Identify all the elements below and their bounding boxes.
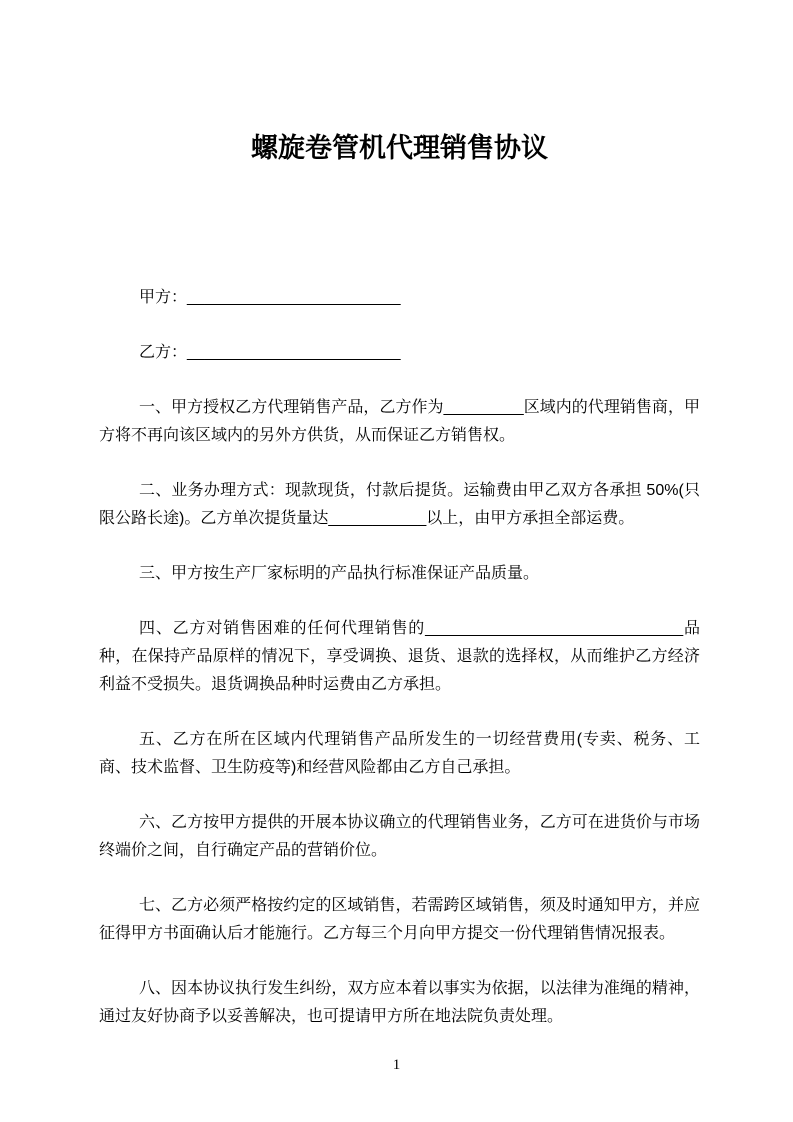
party-b-line (99, 339, 700, 367)
party-a-line (99, 284, 700, 312)
clause-4: 四、乙方对销售困难的任何代理销售的_____________________________品种，在保持产品原样的情况下，享受调换、退货、退款的选择权，从而维护乙方经济利益不受损失。退货调换品种时运费由乙方承担。 (99, 620, 700, 693)
party-b-label: 乙方： (139, 344, 188, 361)
clause-2: 二、业务办理方式：现款现货，付款后提货。运输费由甲乙双方各承担 50%(只限公路长途)。乙方单次提货量达___________以上，由甲方承担全部运费。 (99, 482, 700, 527)
clause-8: 八、因本协议执行发生纠纷，双方应本着以事实为依据，以法律为准绳的精神，通过友好协商予以妥善解决，也可提请甲方所在地法院负责处理。 (99, 980, 700, 1025)
party-b-blank-line: ________________________ (187, 344, 401, 361)
page-number: 1 (392, 1057, 401, 1073)
document-title: 螺旋卷管机代理销售协议 (251, 133, 548, 163)
clause-7: 七、乙方必须严格按约定的区域销售，若需跨区域销售，须及时通知甲方，并应征得甲方书面确认后才能施行。乙方每三个月向甲方提交一份代理销售情况报表。 (99, 897, 700, 942)
party-a-blank-line: ________________________ (187, 289, 401, 306)
clause-6: 六、乙方按甲方提供的开展本协议确立的代理销售业务，乙方可在进货价与市场终端价之间，自行确定产品的营销价位。 (99, 814, 700, 859)
clause-1: 一、甲方授权乙方代理销售产品，乙方作为_________区域内的代理销售商，甲方将不再向该区域内的另外方供货，从而保证乙方销售权。 (99, 399, 700, 444)
clause-5: 五、乙方在所在区域内代理销售产品所发生的一切经营费用(专卖、税务、工商、技术监督、卫生防疫等)和经营风险都由乙方自己承担。 (99, 731, 700, 776)
party-a-label: 甲方： (139, 289, 188, 306)
clause-3: 三、甲方按生产厂家标明的产品执行标准保证产品质量。 (139, 565, 540, 582)
